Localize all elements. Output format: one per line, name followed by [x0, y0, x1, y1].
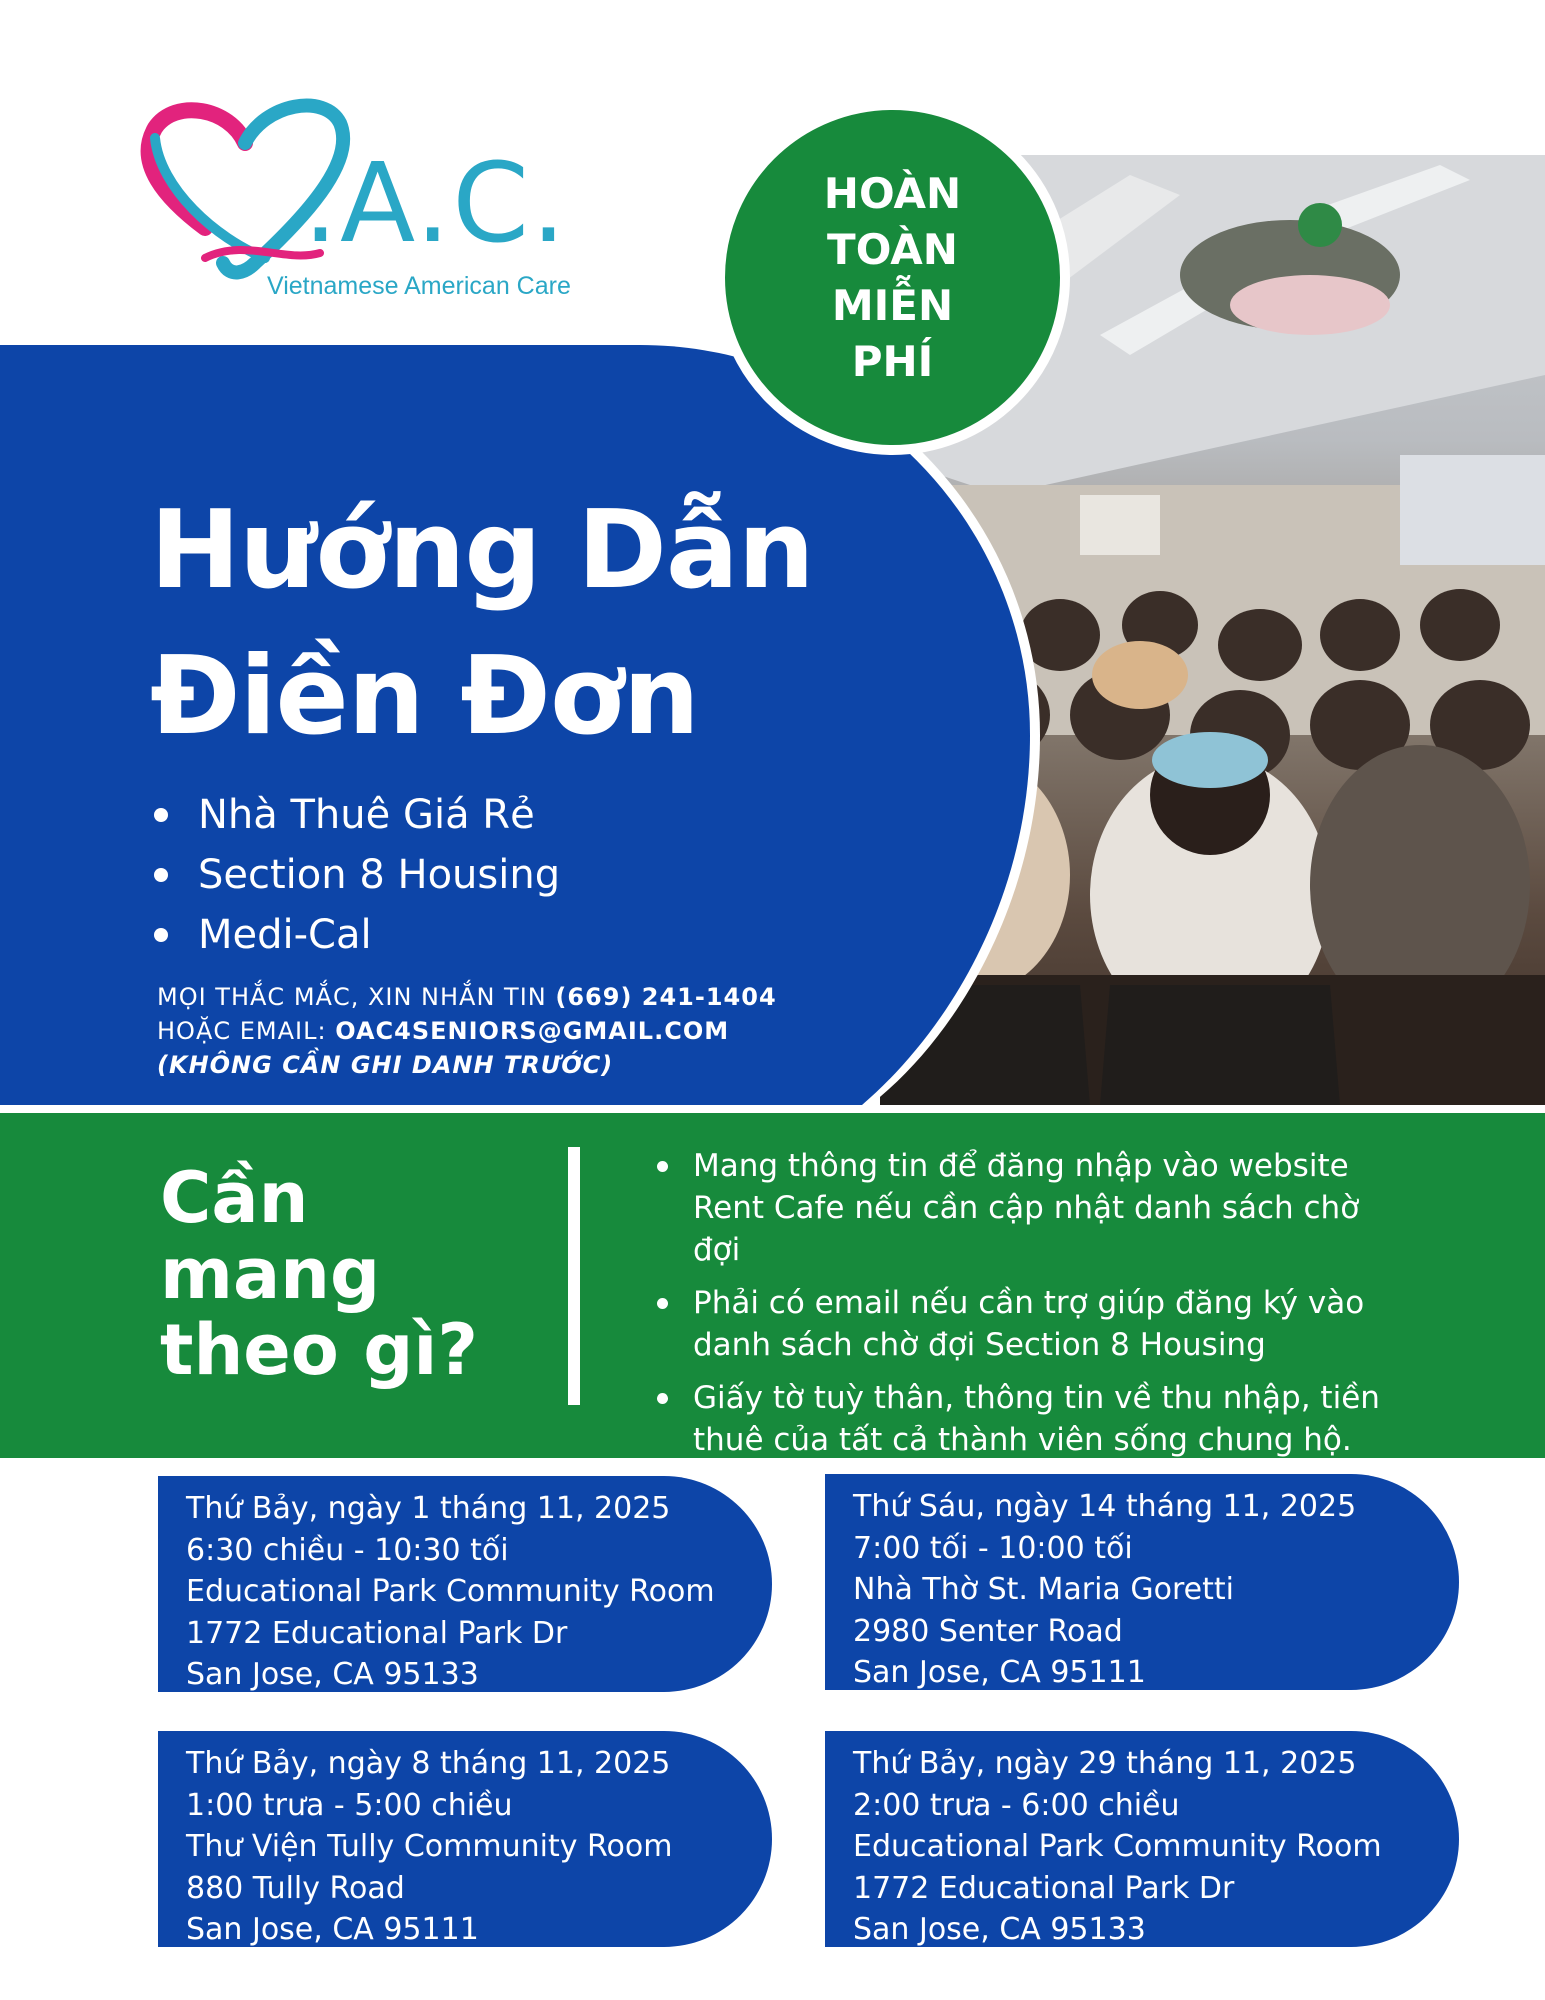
free-badge-text: HOÀN TOÀN MIỄN PHÍ: [823, 168, 962, 386]
bullet-icon: [154, 868, 168, 882]
event-place: Thư Viện Tully Community Room: [186, 1829, 673, 1864]
event-place: Educational Park Community Room: [853, 1829, 1382, 1864]
contact-info: MỌI THẮC MẮC, XIN NHẮN TIN (669) 241-1404 HOẶC EMAIL: OAC4SENIORS@GMAIL.COM (KHÔNG CẦN GHI DANH TRƯỚC): [157, 980, 777, 1082]
bullet-icon: [657, 1393, 668, 1404]
list-item: Phải có email nếu cần trợ giúp đăng ký vào danh sách chờ đợi Section 8 Housing: [655, 1282, 1415, 1366]
event-city: San Jose, CA 95111: [186, 1912, 479, 1947]
registration-note: (KHÔNG CẦN GHI DANH TRƯỚC): [157, 1051, 614, 1079]
event-time: 1:00 trưa - 5:00 chiều: [186, 1787, 513, 1823]
service-list: [150, 785, 560, 965]
phone-number[interactable]: (669) 241-1404: [555, 983, 777, 1011]
event-card: [817, 1723, 1467, 1955]
list-item: Section 8 Housing: [150, 845, 560, 905]
event-time: 6:30 chiều - 10:30 tối: [186, 1532, 509, 1568]
event-city: San Jose, CA 95111: [853, 1655, 1146, 1690]
event-time: 2:00 trưa - 6:00 chiều: [853, 1787, 1180, 1823]
event-city: San Jose, CA 95133: [186, 1657, 479, 1692]
bullet-icon: [154, 928, 168, 942]
event-place: Educational Park Community Room: [186, 1574, 715, 1609]
event-street: 1772 Educational Park Dr: [186, 1615, 568, 1651]
divider: [568, 1147, 580, 1405]
event-time: 7:00 tối - 10:00 tối: [853, 1530, 1133, 1566]
event-city: San Jose, CA 95133: [853, 1912, 1146, 1947]
bullet-icon: [154, 808, 168, 822]
event-date: Thứ Sáu, ngày 14 tháng 11, 2025: [853, 1489, 1357, 1524]
bullet-icon: [657, 1298, 668, 1309]
list-item: Mang thông tin để đăng nhập vào website Rent Cafe nếu cần cập nhật danh sách chờ đợi: [655, 1145, 1415, 1271]
event-street: 1772 Educational Park Dr: [853, 1870, 1235, 1906]
event-card: [817, 1466, 1467, 1698]
bring-list: [655, 1145, 1415, 1472]
list-item: Medi-Cal: [150, 905, 560, 965]
bullet-icon: [657, 1161, 668, 1172]
event-place: Nhà Thờ St. Maria Goretti: [853, 1572, 1234, 1607]
event-street: 880 Tully Road: [186, 1870, 405, 1906]
email-link[interactable]: OAC4SENIORS@GMAIL.COM: [335, 1017, 730, 1045]
event-street: 2980 Senter Road: [853, 1613, 1123, 1649]
vac-logo: [135, 88, 571, 308]
list-item: Nhà Thuê Giá Rẻ: [150, 785, 560, 845]
logo-subtitle: Vietnamese American Care: [267, 272, 571, 300]
event-card: [150, 1468, 780, 1700]
list-item: Giấy tờ tuỳ thân, thông tin về thu nhập, tiền thuê của tất cả thành viên sống chung hộ.: [655, 1377, 1415, 1461]
event-date: Thứ Bảy, ngày 1 tháng 11, 2025: [186, 1491, 671, 1526]
what-to-bring-title: Cần mang theo gì?: [160, 1157, 478, 1391]
event-date: Thứ Bảy, ngày 8 tháng 11, 2025: [186, 1746, 671, 1781]
event-date: Thứ Bảy, ngày 29 tháng 11, 2025: [853, 1746, 1357, 1781]
logo-text: .A.C.: [303, 139, 569, 267]
event-card: [150, 1723, 780, 1955]
free-badge: [715, 100, 1070, 455]
page-title: Hướng Dẫn Điền Đơn: [150, 488, 814, 759]
